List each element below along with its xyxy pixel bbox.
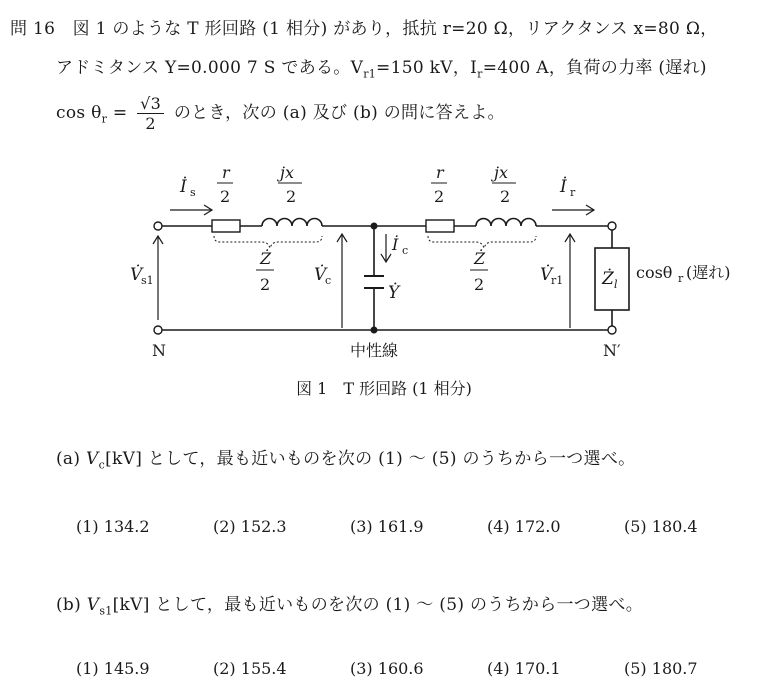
r2-right-den: 2	[434, 187, 445, 206]
problem-line-3	[56, 94, 505, 133]
vr1-sub: r1	[551, 274, 564, 287]
vc-label: V̇	[314, 265, 327, 285]
part-b-var: V	[86, 595, 100, 615]
part-a-choice-3[interactable]: (3) 161.9	[350, 517, 424, 536]
t-circuit-diagram	[0, 150, 768, 550]
part-b-choice-4[interactable]: (4) 170.1	[487, 659, 561, 678]
ic-sub: c	[402, 244, 409, 257]
problem-text-2c: =400 A，負荷の力率 (遅れ)	[482, 58, 707, 78]
z2-left-den: 2	[260, 275, 271, 294]
is-label: İ	[180, 177, 187, 197]
problem-text-2a: アドミタンス Y=0.000 7 S である。V	[56, 58, 364, 78]
r2-right-num: r	[436, 163, 444, 182]
neutral-line-label: 中性線	[350, 341, 399, 360]
frac-numerator: √3	[137, 94, 164, 114]
capacitor-y	[364, 276, 384, 288]
jx2-right-den: 2	[500, 187, 511, 206]
part-b-question	[56, 590, 643, 617]
r2-left-num: r	[222, 163, 230, 182]
terminal-sending-top	[154, 222, 162, 230]
part-b-choice-1[interactable]: (1) 145.9	[76, 659, 150, 678]
jx2-right-num: jx	[494, 163, 508, 182]
problem-number: 問 16	[10, 19, 56, 39]
part-b-choices	[76, 659, 756, 683]
terminal-receiving-top	[608, 222, 616, 230]
vs1-sub: s1	[141, 274, 154, 287]
part-b-text: [kV] として，最も近いものを次の (1) ～ (5) のうちから一つ選べ。	[112, 595, 643, 615]
part-a-choice-4[interactable]: (4) 172.0	[487, 517, 561, 536]
problem-text-2b: =150 kV，I	[376, 58, 478, 78]
resistor-left	[212, 220, 240, 232]
r2-left-den: 2	[220, 187, 231, 206]
figure-caption: 図 1 T 形回路 (1 相分)	[296, 379, 472, 398]
part-b-choice-3[interactable]: (3) 160.6	[350, 659, 424, 678]
inductor-left	[262, 219, 322, 227]
part-a-var: V	[86, 449, 99, 469]
inductor-right	[476, 219, 536, 227]
pf-tail: (遅れ)	[686, 263, 731, 282]
vr1-sub: r1	[363, 67, 377, 81]
part-b-choice-5[interactable]: (5) 180.7	[624, 659, 698, 678]
sqrt3-over-2	[137, 94, 164, 133]
part-b-label: (b)	[56, 595, 82, 615]
node-top-center	[371, 223, 378, 230]
part-a-choice-5[interactable]: (5) 180.4	[624, 517, 698, 536]
z-brace-right	[428, 236, 536, 248]
problem-text-1: 図 1 のような T 形回路 (1 相分) があり，抵抗 r=20 Ω，リアクタンス x=80 Ω，	[72, 19, 718, 39]
part-a-choices	[76, 517, 756, 541]
z-brace-left	[214, 236, 322, 248]
terminal-sending-bottom	[154, 326, 162, 334]
zl-label: Ż	[602, 269, 614, 289]
ir-sub: r	[477, 67, 483, 81]
cos-theta: cos θ	[56, 103, 102, 123]
cos-sub: r	[101, 112, 108, 126]
jx2-left-den: 2	[286, 187, 297, 206]
equals-sign: =	[112, 103, 128, 123]
node-nprime-label: N′	[603, 341, 621, 360]
zl-sub: l	[614, 278, 618, 291]
ir-sub: r	[570, 186, 576, 199]
z2-left-num: Ż	[260, 249, 272, 268]
part-b-var-sub: s1	[99, 604, 113, 618]
part-a-choice-2[interactable]: (2) 152.3	[213, 517, 287, 536]
frac-denominator: 2	[145, 114, 156, 133]
part-a-label: (a)	[56, 449, 81, 469]
part-a-var-sub: c	[98, 458, 106, 472]
part-b-choice-2[interactable]: (2) 155.4	[213, 659, 287, 678]
jx2-left-num: jx	[280, 163, 294, 182]
ir-label: İ	[560, 177, 567, 197]
part-a-question	[56, 444, 635, 471]
problem-text-3: のとき，次の (a) 及び (b) の問に答えよ。	[173, 103, 505, 123]
problem-line-1	[10, 14, 718, 39]
problem-line-2	[56, 53, 707, 80]
node-bottom-center	[371, 327, 378, 334]
pf-label: cosθ	[636, 263, 673, 282]
node-n-label: N	[152, 341, 166, 360]
vc-sub: c	[325, 274, 332, 287]
vs1-label: V̇	[130, 265, 143, 285]
part-a-text: [kV] として，最も近いものを次の (1) ～ (5) のうちから一つ選べ。	[105, 449, 636, 469]
z2-right-num: Ż	[474, 249, 486, 268]
ic-label: İ	[392, 235, 399, 254]
terminal-receiving-bottom	[608, 326, 616, 334]
is-sub: s	[190, 186, 196, 199]
y-label: Ẏ	[388, 283, 400, 303]
vr1-label: V̇	[540, 265, 553, 285]
resistor-right	[426, 220, 454, 232]
pf-sub: r	[678, 272, 684, 285]
z2-right-den: 2	[474, 275, 485, 294]
part-a-choice-1[interactable]: (1) 134.2	[76, 517, 150, 536]
